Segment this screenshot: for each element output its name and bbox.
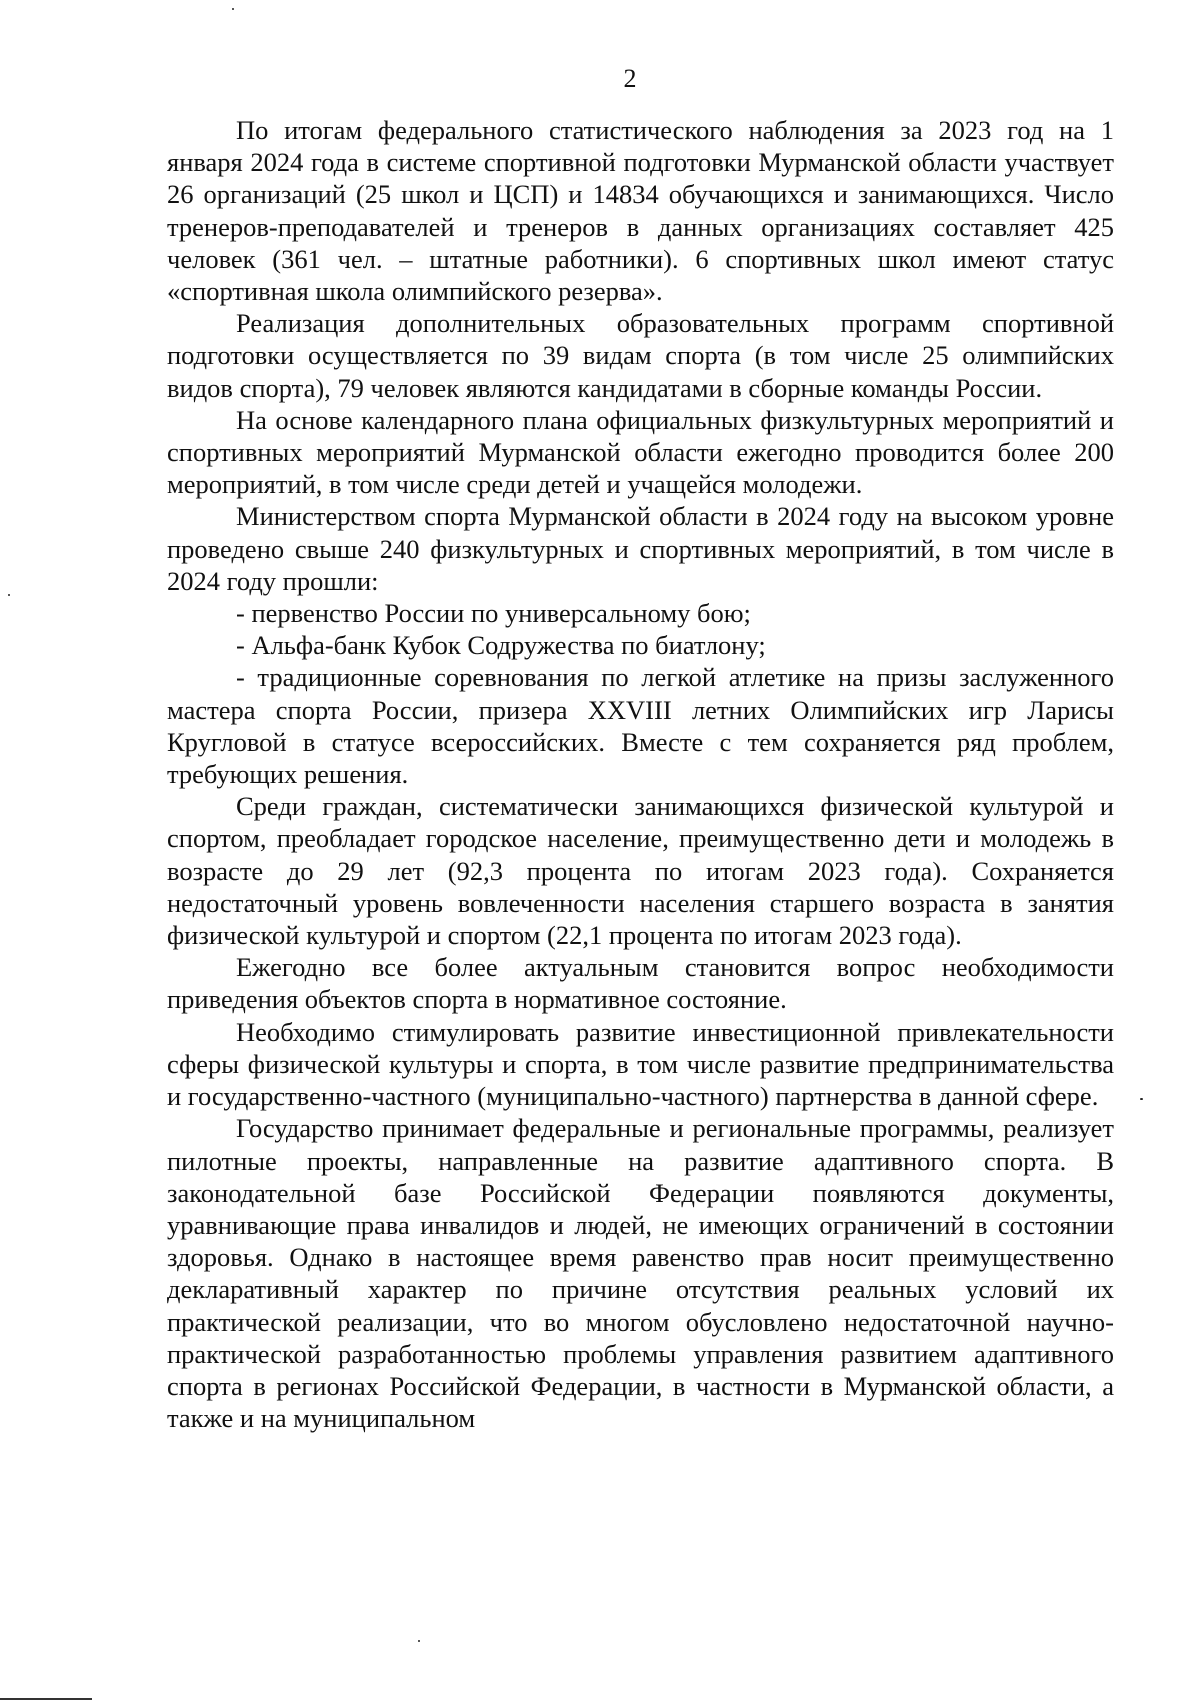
- scan-speck: [8, 594, 10, 596]
- list-item-championship: - первенство России по универсальному бою;: [236, 598, 751, 629]
- paragraph-facilities: Ежегодно все более актуальным становится вопрос необходимости приведения объектов спорта в нормативное состояние.: [167, 952, 1114, 1015]
- paragraph-adaptive-sport: Государство принимает федеральные и региональные программы, реализует пилотные проекты, направленные на развитие адаптивного спорта. В законодательной базе Российской Федерации появляются документы, уравнивающие права инвалидов и людей, не имеющих ограничений в состоянии здоровья. Однако в настоящее время равенство прав носит преимущественно декларативный характер по причине отсутствия реальных условий их практической реализации, что во многом обусловлено недостаточной научно-практической разработанностью проблемы управления развитием адаптивного спорта в регионах Российской Федерации, в частности в Мурманской области, а также и на муниципальном: [167, 1113, 1114, 1434]
- scan-speck: [1140, 1098, 1143, 1100]
- scan-speck: [232, 8, 234, 10]
- paragraph-calendar-plan: На основе календарного плана официальных физкультурных мероприятий и спортивных мероприятий Мурманской области ежегодно проводится более 200 мероприятий, в том числе среди детей и учащейся молодежи.: [167, 404, 1114, 500]
- scan-speck: [418, 1640, 420, 1642]
- list-item-athletics: - традиционные соревнования по легкой атлетике на призы заслуженного мастера спорта России, призера XXVIII летних Олимпийских игр Ларисы Кругловой в статусе всероссийских. Вместе с тем сохраняется ряд проблем, требующих решения.: [167, 662, 1114, 790]
- paragraph-programs: Реализация дополнительных образовательных программ спортивной подготовки осуществляется по 39 видам спорта (в том числе 25 олимпийских видов спорта), 79 человек являются кандидатами в сборные команды России.: [167, 308, 1114, 403]
- page-number: 2: [623, 64, 637, 93]
- list-item-biathlon-cup: - Альфа-банк Кубок Содружества по биатлону;: [236, 630, 766, 661]
- scan-edge-line: [0, 1698, 92, 1700]
- document-body: [167, 114, 1114, 1434]
- paragraph-citizens: Среди граждан, систематически занимающихся физической культурой и спортом, преобладает городское население, преимущественно дети и молодежь в возрасте до 29 лет (92,3 процента по итогам 2023 года). Сохраняется недостаточный уровень вовлеченности населения старшего возраста в занятия физической культурой и спортом (22,1 процента по итогам 2023 года).: [167, 791, 1114, 951]
- paragraph-ministry-events: Министерством спорта Мурманской области в 2024 году на высоком уровне проведено свыше 240 физкультурных и спортивных мероприятий, в том числе в 2024 году прошли:: [167, 501, 1114, 596]
- paragraph-investment: Необходимо стимулировать развитие инвестиционной привлекательности сферы физической культуры и спорта, в том числе развитие предпринимательства и государственно-частного (муниципально-частного) партнерства в данной сфере.: [167, 1016, 1114, 1112]
- paragraph-statistics: По итогам федерального статистического наблюдения за 2023 год на 1 января 2024 года в системе спортивной подготовки Мурманской области участвует 26 организаций (25 школ и ЦСП) и 14834 обучающихся и занимающихся. Число тренеров-преподавателей и тренеров в данных организациях составляет 425 человек (361 чел. – штатные работники). 6 спортивных школ имеют статус «спортивная школа олимпийского резерва».: [167, 115, 1114, 307]
